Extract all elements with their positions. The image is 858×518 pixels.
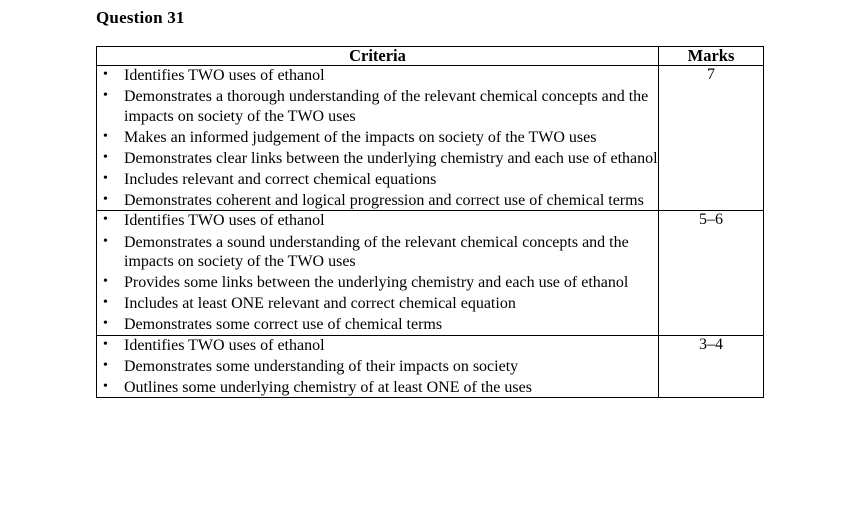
- criteria-text: Identifies TWO uses of ethanol: [124, 212, 325, 230]
- table-row: [97, 335, 764, 398]
- criteria-text: Provides some links between the underlying chemistry and each use of ethanol: [124, 274, 629, 292]
- table-header-row: [97, 47, 764, 66]
- criteria-text: Demonstrates clear links between the underlying chemistry and each use of ethanol: [124, 149, 658, 167]
- list-item: [97, 128, 658, 147]
- bullet-icon: •: [103, 67, 108, 83]
- marks-cell: 3–4: [659, 335, 764, 398]
- bullet-icon: •: [103, 274, 108, 290]
- table-row: [97, 211, 764, 335]
- marks-cell: 5–6: [659, 211, 764, 335]
- list-item: [97, 211, 658, 230]
- criteria-text: Demonstrates a thorough understanding of the relevant chemical concepts and the impacts on society of the TWO uses: [124, 88, 649, 125]
- bullet-icon: •: [103, 128, 108, 144]
- column-header-marks: Marks: [659, 47, 764, 66]
- marking-criteria-table: [96, 46, 764, 398]
- list-item: [97, 191, 658, 210]
- criteria-cell: [97, 335, 659, 398]
- bullet-icon: •: [103, 149, 108, 165]
- criteria-text: Includes relevant and correct chemical equations: [124, 171, 437, 189]
- list-item: [97, 357, 658, 376]
- criteria-text: Demonstrates a sound understanding of the relevant chemical concepts and the impacts on society of the TWO uses: [124, 233, 629, 270]
- bullet-icon: •: [103, 88, 108, 104]
- marks-cell: 7: [659, 66, 764, 211]
- list-item: [97, 87, 658, 125]
- list-item: [97, 273, 658, 292]
- criteria-list: [97, 66, 658, 210]
- bullet-icon: •: [103, 192, 108, 208]
- criteria-text: Makes an informed judgement of the impacts on society of the TWO uses: [124, 128, 597, 146]
- criteria-cell: [97, 66, 659, 211]
- criteria-text: Includes at least ONE relevant and correct chemical equation: [124, 295, 516, 313]
- criteria-list: [97, 211, 658, 334]
- bullet-icon: •: [103, 295, 108, 311]
- list-item: [97, 294, 658, 313]
- criteria-text: Demonstrates coherent and logical progression and correct use of chemical terms: [124, 192, 644, 210]
- criteria-text: Identifies TWO uses of ethanol: [124, 336, 325, 354]
- list-item: [97, 378, 658, 397]
- bullet-icon: •: [103, 171, 108, 187]
- criteria-text: Outlines some underlying chemistry of at least ONE of the uses: [124, 378, 532, 396]
- criteria-text: Identifies TWO uses of ethanol: [124, 67, 325, 85]
- list-item: [97, 66, 658, 85]
- list-item: [97, 336, 658, 355]
- criteria-text: Demonstrates some understanding of their impacts on society: [124, 357, 519, 375]
- criteria-text: Demonstrates some correct use of chemical terms: [124, 316, 443, 334]
- bullet-icon: •: [103, 336, 108, 352]
- list-item: [97, 170, 658, 189]
- criteria-list: [97, 336, 658, 398]
- bullet-icon: •: [103, 378, 108, 394]
- list-item: [97, 149, 658, 168]
- bullet-icon: •: [103, 357, 108, 373]
- list-item: [97, 315, 658, 334]
- table-row: [97, 66, 764, 211]
- criteria-cell: [97, 211, 659, 335]
- list-item: [97, 233, 658, 271]
- column-header-criteria: Criteria: [97, 47, 659, 66]
- page-title: Question 31: [96, 8, 185, 27]
- bullet-icon: •: [103, 233, 108, 249]
- bullet-icon: •: [103, 316, 108, 332]
- bullet-icon: •: [103, 212, 108, 228]
